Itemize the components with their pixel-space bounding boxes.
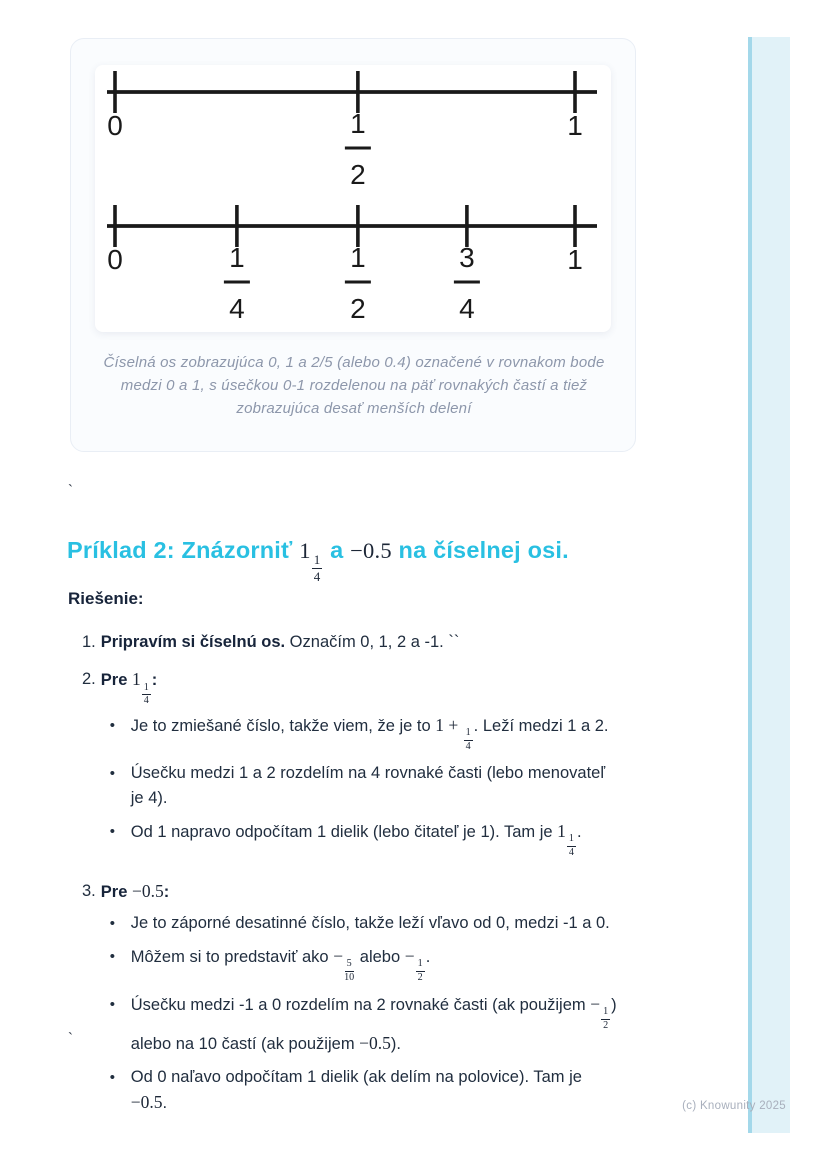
copyright-text: (c) Knowunity 2025 [682, 1100, 786, 1112]
solution-label: Riešenie: [68, 589, 144, 608]
number-line-svg [95, 65, 611, 332]
math-text: −0.5 [350, 538, 392, 563]
tick-label: 1 [567, 244, 583, 275]
step-body [101, 630, 736, 655]
tick-label: 2 [350, 159, 366, 190]
math-text: −0.5 [130, 1092, 163, 1113]
body-text: Od 1 napravo odpočítam 1 dielik (lebo čitateľ je 1). Tam je [130, 822, 558, 841]
tick-label: 4 [229, 293, 245, 324]
bold-text: Pre [100, 671, 132, 689]
step-bullets [101, 713, 736, 859]
stray-backtick-top: ` [68, 482, 73, 499]
body-text: Od 0 naľavo odpočítam 1 dielik (ak delím na polovice). Tam je [130, 1068, 582, 1087]
body-text: ) [611, 995, 617, 1014]
tick-label: 1 [567, 110, 583, 141]
bullet-item [101, 713, 736, 753]
bullet-dot-icon: • [109, 947, 116, 965]
body-text: alebo na 10 častí (ak použijem [130, 1035, 360, 1054]
bullet-dot-icon: • [109, 1069, 116, 1087]
bullet-dot-icon: • [109, 764, 116, 782]
bullet-dot-icon: • [109, 822, 116, 840]
bullet-item [101, 992, 736, 1058]
mixed-fraction: 1 $\frac{1}{4}$ [557, 820, 574, 858]
bullet-text [131, 992, 731, 1058]
bullet-text [131, 761, 731, 811]
body-text: Úsečku medzi -1 a 0 rozdelím na 2 rovnaké časti (ak použijem [130, 995, 591, 1014]
bullet-item [101, 761, 736, 811]
tick-label: 3 [459, 242, 475, 273]
stray-backtick-bottom: ` [68, 1030, 73, 1047]
fraction: − $\frac{1}{2}$ [404, 945, 423, 983]
bullet-text [131, 911, 731, 936]
math-text: −0.5 [131, 880, 164, 901]
body-text: Je to záporné desatinné číslo, takže leží vľavo od 0, medzi -1 a 0. [130, 913, 610, 932]
bold-text: : [163, 882, 170, 901]
heading-text: Príklad 2: Znázorniť [67, 537, 300, 563]
body-text: Je to zmiešané číslo, takže viem, že je to [130, 716, 436, 735]
bold-text: : [151, 671, 158, 689]
page-edge-bar [748, 37, 790, 1133]
tick-label: 2 [350, 293, 366, 324]
tick-label: 1 [350, 108, 366, 139]
step-title [101, 667, 736, 707]
number-line-figure [95, 65, 611, 332]
math-text: −0.5 [359, 1033, 391, 1054]
figure-caption: Číselná os zobrazujúca 0, 1 a 2/5 (alebo 0.4) označené v rovnakom bode medzi 0 a 1, s úsečkou 0-1 rozdelenou na päť rovnakých častí a tiež zobrazujúca desať menších delení [103, 354, 605, 417]
step-number: 3. [82, 881, 96, 900]
solution-step [68, 667, 736, 867]
tick-label: 1 [229, 242, 245, 273]
body-text: je 4). [130, 788, 168, 807]
body-text: . [425, 947, 431, 966]
solution-step [68, 630, 736, 655]
body-text: Úsečku medzi 1 a 2 rozdelím na 4 rovnaké časti (lebo menovateľ [130, 763, 606, 782]
bullet-text [131, 713, 731, 753]
step-title [101, 630, 736, 655]
step-title [101, 879, 736, 905]
solution-steps [68, 630, 736, 1136]
bullet-text [131, 944, 731, 984]
bullet-item [101, 911, 736, 936]
mixed-fraction: 1 $\frac{1}{4}$ [299, 538, 321, 584]
figure-card [70, 38, 636, 452]
tick-label: 0 [107, 110, 123, 141]
mixed-fraction: 1 $\frac{1}{4}$ [131, 669, 149, 707]
body-text: . [576, 822, 582, 841]
fraction: − $\frac{5}{10}$ [333, 945, 355, 983]
tick-label: 1 [350, 242, 366, 273]
bullet-dot-icon: • [109, 716, 116, 734]
fraction: − $\frac{1}{2}$ [590, 993, 609, 1031]
math-text: 1 + [435, 714, 463, 735]
example-heading [67, 533, 777, 583]
solution-step [68, 879, 736, 1125]
bullet-dot-icon: • [109, 914, 116, 932]
fraction: $\frac{1}{4}$ [465, 727, 471, 753]
heading-text: a [323, 537, 351, 563]
step-body [101, 667, 736, 867]
tick-label: 0 [107, 244, 123, 275]
bullet-item [101, 819, 736, 859]
body-text: . [162, 1094, 168, 1113]
bullet-dot-icon: • [109, 995, 116, 1013]
bold-text: Pripravím si číselnú os. [100, 633, 286, 651]
bullet-item [101, 944, 736, 984]
body-text: ). [390, 1035, 401, 1054]
heading-text: na číselnej osi. [391, 537, 569, 563]
bold-text: Pre [100, 882, 132, 901]
tick-label: 4 [459, 293, 475, 324]
body-text: . Leží medzi 1 a 2. [473, 716, 609, 735]
step-number: 2. [82, 670, 96, 688]
body-text: alebo [355, 947, 405, 966]
body-text: Označím 0, 1, 2 a -1. `` [285, 633, 460, 651]
step-number: 1. [82, 633, 96, 651]
step-bullets [101, 911, 736, 1117]
body-text: Môžem si to predstaviť ako [130, 947, 334, 966]
bullet-text [131, 819, 731, 859]
step-body [101, 879, 736, 1125]
